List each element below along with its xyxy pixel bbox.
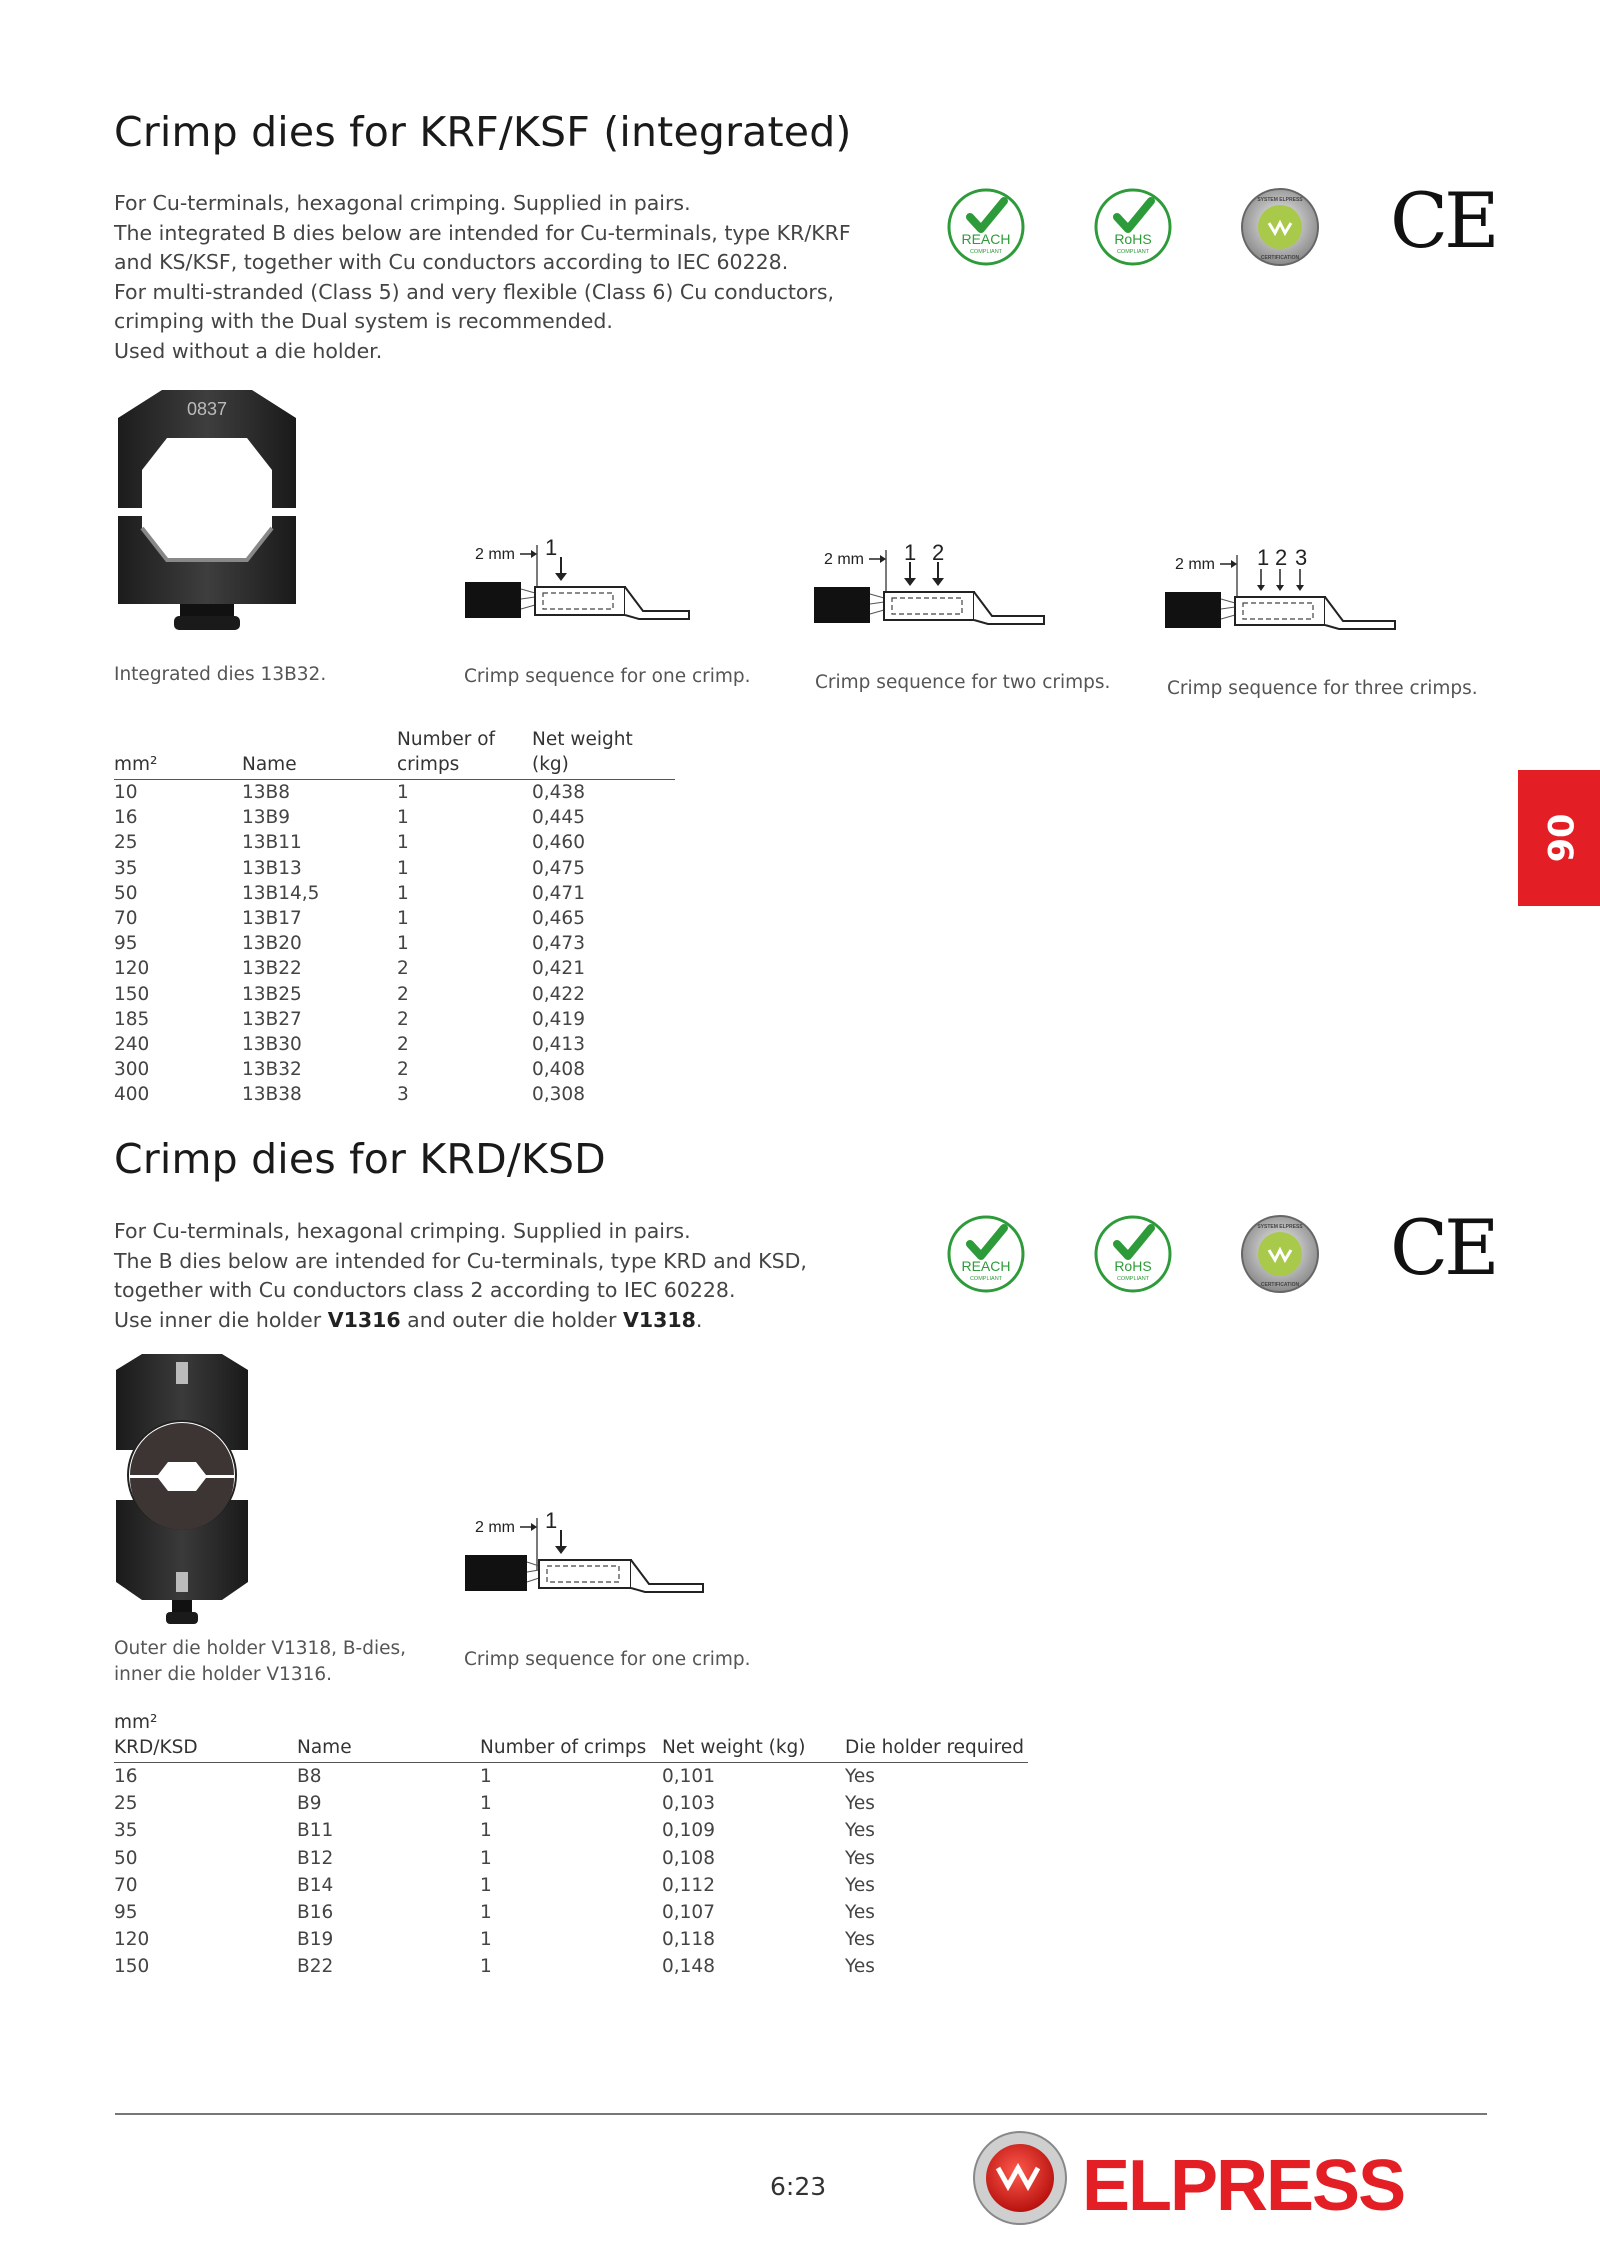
table-cell: Yes: [845, 1956, 875, 1978]
table-row: [114, 1790, 1028, 1817]
table-cell: 1: [397, 807, 409, 829]
table-cell: 13B20: [242, 933, 302, 955]
table-cell: Yes: [845, 1847, 875, 1869]
elpress-logo: [972, 2130, 1482, 2230]
table-cell: 1: [480, 1820, 492, 1842]
ce-mark-icon: CE: [1390, 176, 1496, 265]
table-cell: 1: [397, 882, 409, 904]
elpress-certification-seal-icon: [1240, 1214, 1320, 1294]
intro-line: Used without a die holder.: [114, 338, 383, 363]
table-cell: 13B30: [242, 1033, 302, 1055]
table-cell: 120: [114, 958, 150, 980]
table-row: [114, 881, 675, 906]
table-cell: 0,112: [662, 1874, 715, 1896]
table-cell: B12: [297, 1847, 334, 1869]
table-cell: 0,473: [532, 933, 585, 955]
crimp-number: 1: [545, 535, 558, 560]
table-cell: 2: [397, 983, 409, 1005]
brand-wordmark: ELPRESS: [1082, 2146, 1405, 2226]
intro-line: The integrated B dies below are intended for Cu-terminals, type KR/KRF: [114, 220, 851, 245]
table-row: [114, 1899, 1028, 1926]
die-marking: 0837: [186, 399, 228, 419]
table-cell: Yes: [845, 1874, 875, 1896]
table-row: [114, 906, 675, 931]
table-cell: 0,438: [532, 780, 675, 806]
table-row: [114, 1057, 675, 1082]
elpress-certification-seal-icon: [1240, 187, 1320, 267]
table-cell: B19: [297, 1929, 334, 1951]
table-cell: 13B13: [242, 857, 302, 879]
table-cell: 120: [114, 1929, 150, 1951]
table-header-row: [114, 727, 675, 780]
crimp-sequence-two-caption: Crimp sequence for two crimps.: [815, 672, 1111, 693]
table-cell: 0,103: [662, 1793, 715, 1815]
intro-line: For multi-stranded (Class 5) and very flexible (Class 6) Cu conductors,: [114, 279, 835, 304]
table-header-row: [114, 1710, 1028, 1763]
section1-intro: [114, 189, 894, 366]
table-cell: 13B17: [242, 908, 302, 930]
section1-title: Crimp dies for KRF/KSF (integrated): [114, 108, 852, 156]
table-cell: 0,108: [662, 1847, 715, 1869]
col-header-mm2: mm² KRD/KSD: [114, 1712, 198, 1758]
table-cell: 1: [480, 1793, 492, 1815]
table-cell: 0,101: [662, 1763, 845, 1791]
col-header-name: Name: [242, 754, 297, 775]
crimp-sequence-two-diagram: [812, 540, 1052, 640]
table-cell: 185: [114, 1008, 150, 1030]
reach-compliant-icon: [946, 1214, 1026, 1294]
table-cell: 0,308: [532, 1084, 585, 1106]
table-row: [114, 1082, 675, 1107]
table-cell: 13B11: [242, 832, 302, 854]
crimp-number: 2: [932, 540, 945, 565]
table-cell: 35: [114, 1820, 138, 1842]
table-cell: B14: [297, 1874, 334, 1896]
table-cell: 70: [114, 1874, 138, 1896]
reach-label: REACH: [961, 231, 1011, 247]
table-cell: 1: [480, 1929, 492, 1951]
intro-line: together with Cu conductors class 2 according to IEC 60228.: [114, 1278, 736, 1302]
table-cell: 2: [397, 1059, 409, 1081]
caption-line: inner die holder V1316.: [114, 1664, 333, 1685]
table-cell: B16: [297, 1902, 334, 1924]
table-cell: 0,471: [532, 882, 585, 904]
table-cell: 25: [114, 1793, 138, 1815]
table-cell: 13B9: [242, 807, 291, 829]
seal-top-text: SYSTEM ELPRESS: [1257, 1224, 1303, 1230]
reach-sub: COMPLIANT: [969, 1276, 1003, 1282]
table-cell: 13B32: [242, 1059, 302, 1081]
crimp-sequence-one-caption-krd: Crimp sequence for one crimp.: [464, 1649, 751, 1670]
table-cell: 3: [397, 1084, 409, 1106]
table-cell: 1: [480, 1874, 492, 1896]
seal-top-text: SYSTEM ELPRESS: [1257, 197, 1303, 203]
ce-mark-icon: CE: [1390, 1203, 1496, 1292]
table-cell: 400: [114, 1084, 150, 1106]
table-row: [114, 1817, 1028, 1844]
table-cell: 35: [114, 857, 138, 879]
col-header-die-holder: Die holder required: [845, 1737, 1024, 1758]
reach-compliant-icon: [946, 187, 1026, 267]
dim-label: 2 mm: [824, 551, 864, 568]
intro-line: For Cu-terminals, hexagonal crimping. Supplied in pairs.: [114, 191, 691, 215]
footer-divider: [115, 2113, 1487, 2115]
table-cell: Yes: [845, 1793, 875, 1815]
table-row: [114, 1032, 675, 1057]
table-cell: 2: [397, 958, 409, 980]
table-cell: 13B38: [242, 1084, 302, 1106]
table-cell: B8: [297, 1763, 480, 1791]
table-row: [114, 780, 675, 806]
page-number: 6:23: [770, 2172, 827, 2201]
crimp-sequence-one-caption: Crimp sequence for one crimp.: [464, 666, 751, 687]
chapter-tab: [1518, 770, 1600, 906]
table-row: [114, 1872, 1028, 1899]
table-cell: 2: [397, 1008, 409, 1030]
table-row: [114, 1845, 1028, 1872]
crimp-number: 2: [1275, 545, 1288, 570]
table-cell: 1: [397, 832, 409, 854]
dim-label: 2 mm: [1175, 556, 1215, 573]
crimp-number: 1: [545, 1508, 558, 1533]
table-cell: 0,460: [532, 832, 585, 854]
table-cell: 13B27: [242, 1008, 302, 1030]
table-cell: B11: [297, 1820, 334, 1842]
inner-die-holder-ref: V1316: [327, 1307, 401, 1332]
table-row: [114, 1007, 675, 1032]
table-cell: 95: [114, 933, 138, 955]
seal-bottom-text: CERTIFICATION: [1260, 1282, 1300, 1288]
table-cell: 16: [114, 807, 138, 829]
chapter-number: 06: [1539, 813, 1579, 863]
crimp-number: 1: [1257, 545, 1270, 570]
table-row: [114, 1926, 1028, 1953]
table-cell: 0,148: [662, 1956, 715, 1978]
rohs-label: RoHS: [1114, 231, 1152, 247]
table-row: [114, 982, 675, 1007]
rohs-compliant-icon: [1093, 1214, 1173, 1294]
intro-line: The B dies below are intended for Cu-terminals, type KRD and KSD,: [114, 1248, 807, 1273]
col-header-crimps: Number of crimps: [397, 729, 496, 775]
intro-line: For Cu-terminals, hexagonal crimping. Supplied in pairs.: [114, 1219, 691, 1243]
crimp-number: 3: [1295, 545, 1308, 570]
table-cell: 1: [397, 857, 409, 879]
table-cell: 0,118: [662, 1929, 715, 1951]
table-cell: 1: [480, 1847, 492, 1869]
outer-die-holder-ref: V1318: [623, 1307, 696, 1332]
rohs-sub: COMPLIANT: [1116, 249, 1150, 255]
integrated-dies-image: [112, 378, 302, 633]
reach-label: REACH: [961, 1258, 1011, 1274]
table-row: [114, 856, 675, 881]
dim-label: 2 mm: [475, 1519, 515, 1536]
table-cell: 70: [114, 908, 138, 930]
table-cell: 0,445: [532, 807, 585, 829]
intro-line: Use inner die holder V1316 and outer die holder V1318.: [114, 1307, 703, 1332]
table-cell: 240: [114, 1033, 150, 1055]
table-cell: 13B14,5: [242, 882, 320, 904]
table-cell: 0,475: [532, 857, 585, 879]
table-cell: 1: [397, 933, 409, 955]
intro-line: crimping with the Dual system is recommended.: [114, 309, 613, 333]
table-cell: 0,107: [662, 1902, 715, 1924]
rohs-compliant-icon: [1093, 187, 1173, 267]
table-cell: 0,421: [532, 958, 585, 980]
table-cell: Yes: [845, 1763, 1028, 1791]
table-cell: 13B8: [242, 780, 397, 806]
table-cell: B9: [297, 1793, 322, 1815]
table-cell: 150: [114, 1956, 150, 1978]
seal-bottom-text: CERTIFICATION: [1260, 255, 1300, 261]
table-cell: 150: [114, 983, 150, 1005]
table-cell: 0,419: [532, 1008, 585, 1030]
col-header-weight: Net weight (kg): [662, 1737, 806, 1758]
table-cell: 0,413: [532, 1033, 585, 1055]
crimp-sequence-three-diagram: [1163, 545, 1403, 645]
col-header-mm2: mm²: [114, 754, 158, 775]
crimp-sequence-one-diagram-krd: [463, 1508, 713, 1608]
table-row: [114, 805, 675, 830]
table-cell: 50: [114, 1847, 138, 1869]
table-cell: 25: [114, 832, 138, 854]
table-cell: 0,408: [532, 1059, 585, 1081]
table-row: [114, 1763, 1028, 1791]
table-cell: 16: [114, 1763, 297, 1791]
table-row: [114, 956, 675, 981]
table-cell: 10: [114, 780, 242, 806]
die-holder-assembly-image: [112, 1350, 252, 1625]
col-header-name: Name: [297, 1737, 352, 1758]
table-cell: 0,109: [662, 1820, 715, 1842]
table-cell: 1: [480, 1902, 492, 1924]
table-cell: 1: [397, 908, 409, 930]
table-row: [114, 931, 675, 956]
table-cell: 13B22: [242, 958, 302, 980]
intro-line: and KS/KSF, together with Cu conductors according to IEC 60228.: [114, 250, 789, 274]
rohs-label: RoHS: [1114, 1258, 1152, 1274]
crimp-sequence-one-diagram: [463, 535, 693, 635]
table-cell: Yes: [845, 1902, 875, 1924]
caption-line: Outer die holder V1318, B-dies,: [114, 1638, 406, 1659]
table-row: [114, 1953, 1028, 1980]
table-cell: Yes: [845, 1820, 875, 1842]
reach-sub: COMPLIANT: [969, 249, 1003, 255]
dim-label: 2 mm: [475, 546, 515, 563]
die-holder-caption: [114, 1636, 406, 1688]
krd-ksd-die-table: [114, 1710, 1028, 1981]
table-cell: 0,465: [532, 908, 585, 930]
table-row: [114, 830, 675, 855]
krf-ksf-die-table: [114, 727, 675, 1107]
table-cell: 1: [480, 1956, 492, 1978]
col-header-weight: Net weight (kg): [532, 729, 633, 775]
table-cell: Yes: [845, 1929, 875, 1951]
table-cell: 50: [114, 882, 138, 904]
crimp-sequence-three-caption: Crimp sequence for three crimps.: [1167, 678, 1478, 699]
table-cell: 1: [480, 1763, 662, 1791]
section2-title: Crimp dies for KRD/KSD: [114, 1135, 606, 1183]
col-header-crimps: Number of crimps: [480, 1737, 647, 1758]
table-cell: 1: [397, 780, 532, 806]
table-cell: 95: [114, 1902, 138, 1924]
table-cell: 13B25: [242, 983, 302, 1005]
crimp-number: 1: [904, 540, 917, 565]
table-cell: 300: [114, 1059, 150, 1081]
rohs-sub: COMPLIANT: [1116, 1276, 1150, 1282]
table-cell: 0,422: [532, 983, 585, 1005]
table-cell: B22: [297, 1956, 334, 1978]
integrated-dies-caption: Integrated dies 13B32.: [114, 664, 327, 685]
table-cell: 2: [397, 1033, 409, 1055]
section2-intro: [114, 1217, 894, 1335]
